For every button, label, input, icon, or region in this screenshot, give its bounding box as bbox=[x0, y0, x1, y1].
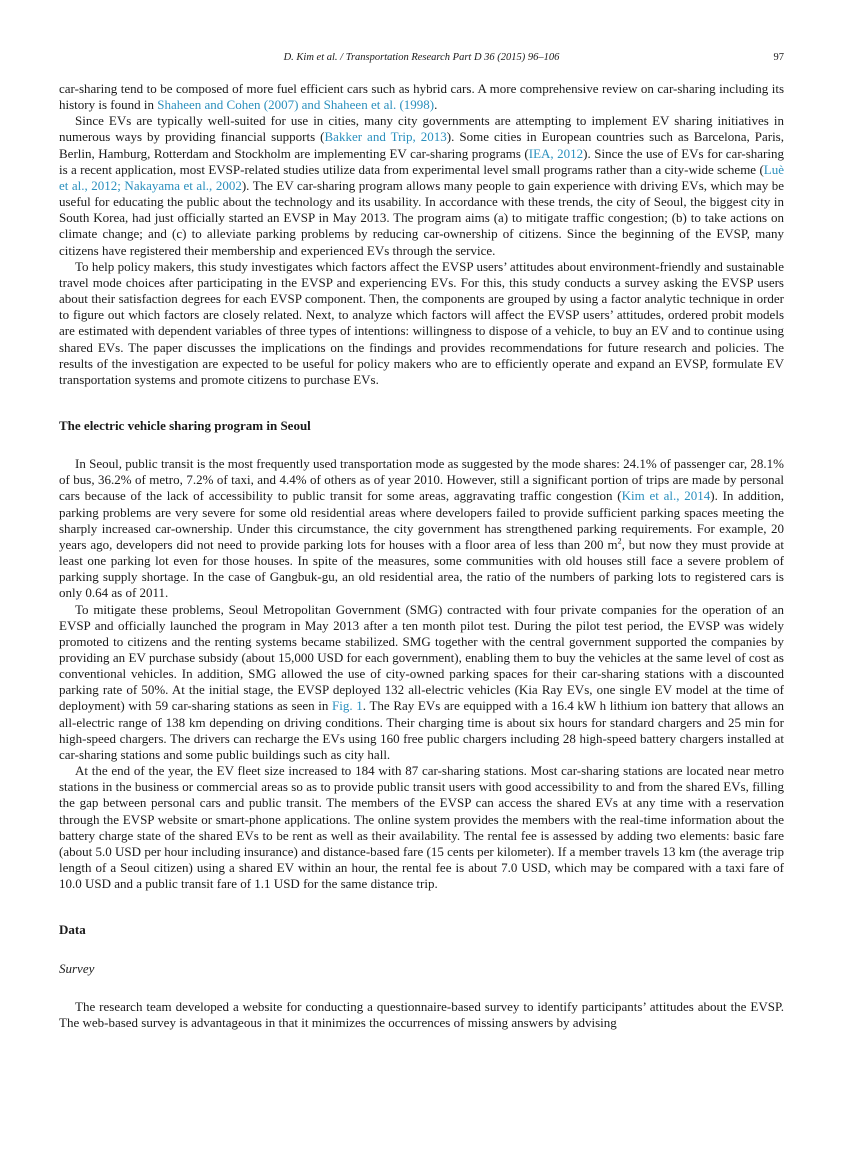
text: Since EVs are typically well-suited for use in cities, many city governments are attempting to implement EV sharing initiatives in numerous ways by providing financial supports ( bbox=[59, 113, 784, 145]
section-heading: The electric vehicle sharing program in Seoul bbox=[59, 417, 311, 433]
citation-link[interactable]: Bakker and Trip, 2013 bbox=[324, 129, 447, 145]
paragraph: The research team developed a website for conducting a questionnaire-based survey to identify participants’ attitudes about the EVSP. The web-based survey is advantageous in that it minimizes the occurrences of missing answers by advising bbox=[59, 998, 784, 1030]
text: . The Ray EVs are equipped with a 16.4 kW h lithium ion battery that allows an all-electric range of 138 km depending on driving conditions. Their charging time is about six hours for standard chargers and 25 min for high-speed chargers. The drivers can recharge the EVs using 160 free public chargers including 28 high-speed battery chargers installed at car-sharing stations and some public buildings such as city hall. bbox=[59, 698, 784, 762]
paragraph bbox=[59, 113, 784, 258]
page-number: 97 bbox=[773, 52, 784, 63]
citation-link[interactable]: Luè et al., 2012; Nakayama et al., 2002 bbox=[59, 161, 784, 193]
paragraph: To help policy makers, this study investigates which factors affect the EVSP users’ attitudes about environment-friendly and sustainable travel mode choices after participating in the EVSP and experiencing EVs. For this, this study conducts a survey asking the EVSP users about their satisfaction degrees for each EVSP component. Then, the components are grouped by using a factor analytic technique in order to figure out which factors are closely related. Next, to analyze which factors will affect the EVSP users’ attitudes, ordered probit models are estimated with dependent variables of three types of intentions: willingness to dispose of a vehicle, to buy an EV and to continue using shared EVs. The paper discusses the implications on the findings and provides recommendations for future research and policies. The results of the investigation are expected to be useful for policy makers who are to efficiently operate and expand an EVSP, formulate EV transportation systems and promote citizens to purchase EVs. bbox=[59, 258, 784, 387]
running-header bbox=[59, 52, 784, 68]
text: ). The EV car-sharing program allows many people to gain experience with driving EVs, which may be useful for educating the public about the technology and its usability. In accordance with these trends, the city of Seoul, the biggest city in South Korea, had just officially started an EVSP in May 2013. The program aims (a) to mitigate traffic congestion; (b) to take actions on climate change; and (c) to alleviate parking problems by reducing car-ownership of citizens. Since the beginning of the EVSP, many citizens have registered their membership and experienced EVs through the service. bbox=[59, 177, 784, 258]
paragraph bbox=[59, 456, 784, 601]
superscript: 2 bbox=[617, 536, 622, 546]
figure-link[interactable]: Fig. 1 bbox=[332, 698, 363, 714]
text: To mitigate these problems, Seoul Metropolitan Government (SMG) contracted with four private companies for the operation of an EVSP and officially launched the program in May 2013 after a ten month pilot test. During the pilot test period, the EVSP was widely promoted to citizens and the renting systems became stabilized. SMG together with the central government supported the companies by providing an EV purchase subsidy (about 15,000 USD for each government), enabling them to buy the vehicles at the same level of cost as conventional vehicles. In addition, SMG allowed the use of city-owned parking spaces for their car-sharing stations with a discounted parking rate of 50%. At the initial stage, the EVSP deployed 132 all-electric vehicles (Kia Ray EVs, one single EV model at the time of deployment) with 59 car-sharing stations as seen in bbox=[59, 601, 784, 714]
running-title: D. Kim et al. / Transportation Research Part D 36 (2015) 96–106 bbox=[283, 52, 560, 63]
citation-link[interactable]: Shaheen and Cohen (2007) and Shaheen et al. (1998) bbox=[157, 97, 435, 113]
text: ). Some cities in European countries such as Barcelona, Paris, Berlin, Hamburg, Rotterdam and Stockholm are implementing EV car-sharing programs ( bbox=[59, 129, 784, 161]
text: In Seoul, public transit is the most frequently used transportation mode as suggested by the mode shares: 24.1% of passenger car, 28.1% of bus, 36.2% of metro, 7.2% of taxi, and 4.4% of others as of year 2010. However, still a significant portion of trips are made by personal cars because of the lack of accessibility to public transit for some areas, aggravating traffic congestion ( bbox=[59, 456, 784, 504]
paragraph: At the end of the year, the EV fleet size increased to 184 with 87 car-sharing stations. Most car-sharing stations are located near metro stations in the business or commercial areas so as to provide public transit users with good accessibility to and from the shared EVs, filling the gap between personal cars and public transit. The members of the EVSP can access the shared EVs at any time with a reservation through the EVSP website or smart-phone applications. The online system provides the members with the real-time information about the battery charge state of the shared EVs to be rent as well as their availability. The rental fee is assessed by adding two elements: basic fare (about 5.0 USD per hour including insurance) and distance-based fare (15 cents per kilometer). If a member travels 13 km (the average trip length of a Seoul citizen) using a shared EV within an hour, the rental fee is about 7.0 USD, which may be compared with a taxi fare of 10.0 USD and a public transit fare of 1.1 USD for the same distance trip. bbox=[59, 763, 784, 892]
citation-link[interactable]: Kim et al., 2014 bbox=[621, 488, 711, 504]
text: ). In addition, parking problems are very severe for some old residential areas where developers failed to provide sufficient parking spaces meeting the sharply increased car-ownership. Under this circumstance, the city government has strengthened parking requirements. For example, 20 years ago, developers did not need to provide parking lots for houses with a floor area of less than 200 m bbox=[59, 488, 785, 552]
text: , but now they must provide at least one parking lot even for those houses. In spite of the measures, some communities with old houses still face a severe problem of parking supply shortage. In the case of Gangbuk-gu, an old residential area, the ratio of the numbers of parking lots to registered cars is only 0.64 as of 2011. bbox=[59, 536, 785, 601]
article-body bbox=[59, 81, 784, 1031]
text: car-sharing tend to be composed of more fuel efficient cars such as hybrid cars. A more comprehensive review on car-sharing including its history is found in bbox=[59, 81, 784, 113]
section-heading: Data bbox=[59, 922, 86, 938]
paragraph bbox=[59, 602, 784, 764]
text: ). Since the use of EVs for car-sharing is a recent application, most EVSP-related studies utilize data from experimental level small programs rather than a city-wide scheme ( bbox=[59, 145, 784, 177]
text: . bbox=[434, 97, 438, 113]
citation-link[interactable]: IEA, 2012 bbox=[528, 145, 584, 161]
subsection-heading: Survey bbox=[59, 960, 95, 976]
paragraph-continued bbox=[59, 81, 784, 113]
